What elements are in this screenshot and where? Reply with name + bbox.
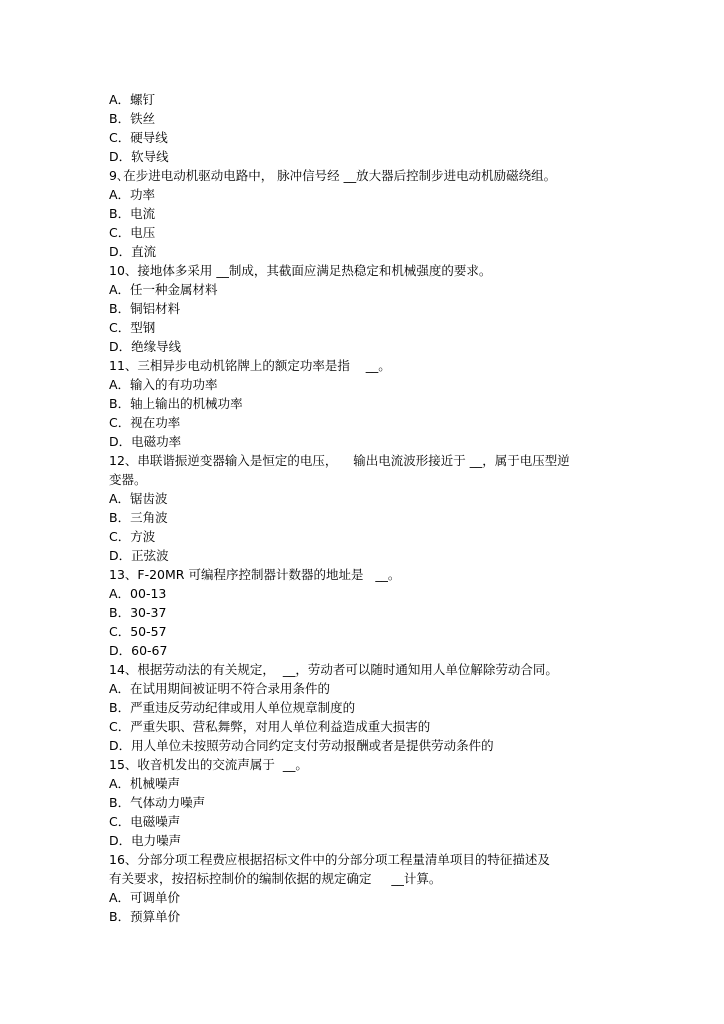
option-line: C．硬导线 (109, 130, 168, 145)
option-line: C．视在功率 (109, 415, 181, 430)
option-line: B．预算单价 (109, 909, 181, 924)
question-line: 16、分部分项工程费应根据招标文件中的分部分项工程量清单项目的特征描述及 (109, 852, 550, 867)
question-line-continuation: 变器。 (109, 472, 147, 487)
option-line: B．电流 (109, 206, 156, 221)
option-line: A．可调单价 (109, 890, 181, 905)
question-line: 10、接地体多采用 __制成，其截面应满足热稳定和机械强度的要求。 (109, 263, 492, 278)
document-page (109, 90, 649, 926)
option-line: D．直流 (109, 244, 157, 259)
option-line: D．60-67 (109, 643, 168, 658)
question-line-continuation: 有关要求，按招标控制价的编制依据的规定确定 __计算。 (109, 871, 442, 886)
option-line: A．功率 (109, 187, 156, 202)
option-line: B．铜铝材料 (109, 301, 181, 316)
option-line: D．电力噪声 (109, 833, 182, 848)
option-line: A．任一种金属材料 (109, 282, 218, 297)
option-line: A．螺钉 (109, 92, 156, 107)
question-line: 9､在步进电动机驱动电路中， 脉冲信号经 __放大器后控制步进电动机励磁绕组。 (109, 168, 557, 183)
question-line: 13、F-20MR 可编程序控制器计数器的地址是 __。 (109, 567, 401, 582)
option-line: D．正弦波 (109, 548, 169, 563)
option-line: C．型钢 (109, 320, 156, 335)
option-line: D．绝缘导线 (109, 339, 182, 354)
option-line: A．在试用期间被证明不符合录用条件的 (109, 681, 331, 696)
option-line: C．严重失职、营私舞弊，对用人单位利益造成重大损害的 (109, 719, 431, 734)
question-line: 12、串联谐振逆变器输入是恒定的电压， 输出电流波形接近于 __，属于电压型逆 (109, 453, 570, 468)
option-line: B．30-37 (109, 605, 167, 620)
option-line: A．00-13 (109, 586, 167, 601)
option-line: C．电压 (109, 225, 156, 240)
option-line: A．输入的有功功率 (109, 377, 218, 392)
option-line: C．50-57 (109, 624, 167, 639)
option-line: B．轴上输出的机械功率 (109, 396, 243, 411)
option-line: B．严重违反劳动纪律或用人单位规章制度的 (109, 700, 356, 715)
option-line: A．机械噪声 (109, 776, 181, 791)
option-line: A．锯齿波 (109, 491, 168, 506)
question-line: 14、根据劳动法的有关规定， __，劳动者可以随时通知用人单位解除劳动合同。 (109, 662, 558, 677)
option-line: C．方波 (109, 529, 156, 544)
question-line: 11、三相异步电动机铭牌上的额定功率是指 __。 (109, 358, 391, 373)
option-line: D．用人单位未按照劳动合同约定支付劳动报酬或者是提供劳动条件的 (109, 738, 494, 753)
option-line: D．软导线 (109, 149, 169, 164)
option-line: B．铁丝 (109, 111, 156, 126)
option-line: C．电磁噪声 (109, 814, 181, 829)
option-line: D．电磁功率 (109, 434, 182, 449)
option-line: B．三角波 (109, 510, 168, 525)
option-line: B．气体动力噪声 (109, 795, 206, 810)
question-line: 15、收音机发出的交流声属于 __。 (109, 757, 308, 772)
